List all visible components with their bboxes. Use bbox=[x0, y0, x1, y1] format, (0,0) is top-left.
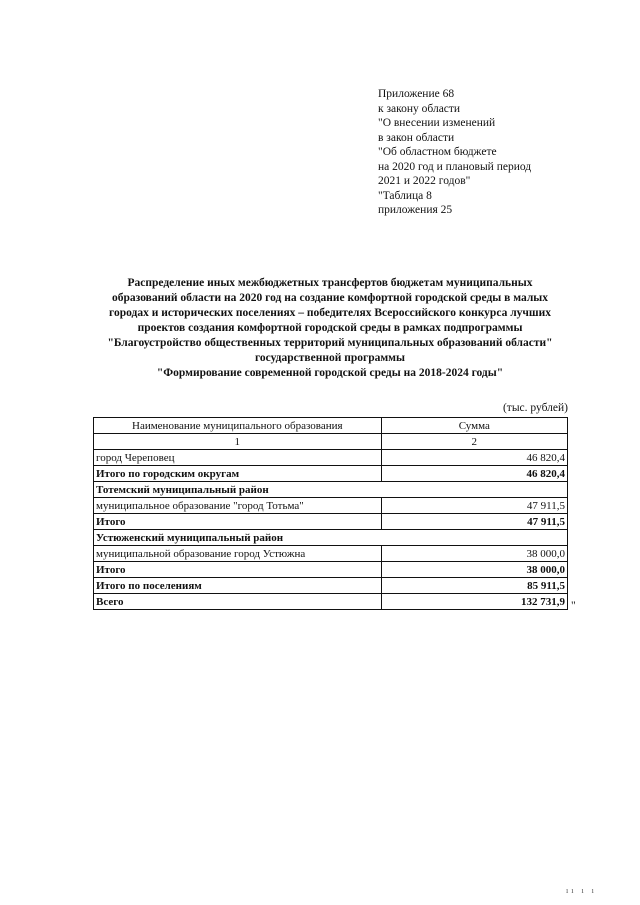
units-label: (тыс. рублей) bbox=[502, 402, 568, 414]
table-row bbox=[94, 546, 568, 562]
header-sum: Сумма bbox=[381, 418, 567, 434]
row-value: 132 731,9 bbox=[381, 594, 567, 610]
footer-marks: ıı ı ı bbox=[566, 886, 597, 895]
appendix-line: 2021 и 2022 годов" bbox=[378, 175, 471, 187]
row-value: 85 911,5 bbox=[381, 578, 567, 594]
appendix-line: в закон области bbox=[378, 131, 455, 144]
row-name: Итого bbox=[94, 514, 382, 530]
title-line: "Формирование современной городской среды на 2018-2024 годы" bbox=[156, 367, 504, 379]
row-name: Итого по городским округам bbox=[94, 466, 382, 482]
appendix-line: приложения 25 bbox=[378, 204, 453, 216]
title-line: государственной программы bbox=[255, 352, 405, 364]
appendix-line: "Об областном бюджете bbox=[378, 146, 497, 158]
appendix-line: "О внесении изменений bbox=[378, 117, 496, 129]
document-title bbox=[80, 276, 580, 381]
table-section-row bbox=[94, 482, 568, 498]
appendix-line: "Таблица 8 bbox=[378, 189, 432, 202]
section-name: Устюженский муниципальный район bbox=[94, 530, 568, 546]
row-name: муниципальное образование "город Тотьма" bbox=[94, 498, 382, 514]
appendix-header bbox=[378, 87, 531, 218]
title-line: городах и исторических поселениях – победителях Всероссийского конкурса лучших bbox=[109, 307, 551, 319]
transfers-table bbox=[93, 417, 568, 610]
table-header-numbers-row bbox=[94, 434, 568, 450]
title-line: проектов создания комфортной городской среды в рамках подпрограммы bbox=[137, 322, 523, 334]
row-name: город Череповец bbox=[94, 450, 382, 466]
row-value: 47 911,5 bbox=[381, 514, 567, 530]
header-number-1: 1 bbox=[94, 434, 382, 450]
table-row-total bbox=[94, 578, 568, 594]
appendix-line: на 2020 год и плановый период bbox=[378, 160, 532, 173]
title-line: "Благоустройство общественных территорий муниципальных образований области" bbox=[107, 337, 553, 349]
table-row-total bbox=[94, 514, 568, 530]
table-row-total bbox=[94, 466, 568, 482]
table-header-row bbox=[94, 418, 568, 434]
row-name: Итого bbox=[94, 562, 382, 578]
appendix-line: Приложение 68 bbox=[378, 88, 455, 100]
table-row bbox=[94, 498, 568, 514]
row-name: Всего bbox=[94, 594, 382, 610]
header-name: Наименование муниципального образования bbox=[94, 418, 382, 434]
row-value: 46 820,4 bbox=[381, 466, 567, 482]
row-name: Итого по поселениям bbox=[94, 578, 382, 594]
table-row-grand-total bbox=[94, 594, 568, 610]
title-line: Распределение иных межбюджетных трансфертов бюджетам муниципальных bbox=[127, 277, 533, 289]
closing-quote: " bbox=[571, 600, 576, 612]
appendix-line: к закону области bbox=[378, 102, 461, 115]
row-value: 38 000,0 bbox=[381, 562, 567, 578]
row-value: 47 911,5 bbox=[381, 498, 567, 514]
table-row bbox=[94, 450, 568, 466]
row-value: 38 000,0 bbox=[381, 546, 567, 562]
section-name: Тотемский муниципальный район bbox=[94, 482, 568, 498]
row-value: 46 820,4 bbox=[381, 450, 567, 466]
table-section-row bbox=[94, 530, 568, 546]
title-line: образований области на 2020 год на создание комфортной городской среды в малых bbox=[112, 292, 548, 304]
row-name: муниципальной образование город Устюжна bbox=[94, 546, 382, 562]
table-row-total bbox=[94, 562, 568, 578]
header-number-2: 2 bbox=[381, 434, 567, 450]
